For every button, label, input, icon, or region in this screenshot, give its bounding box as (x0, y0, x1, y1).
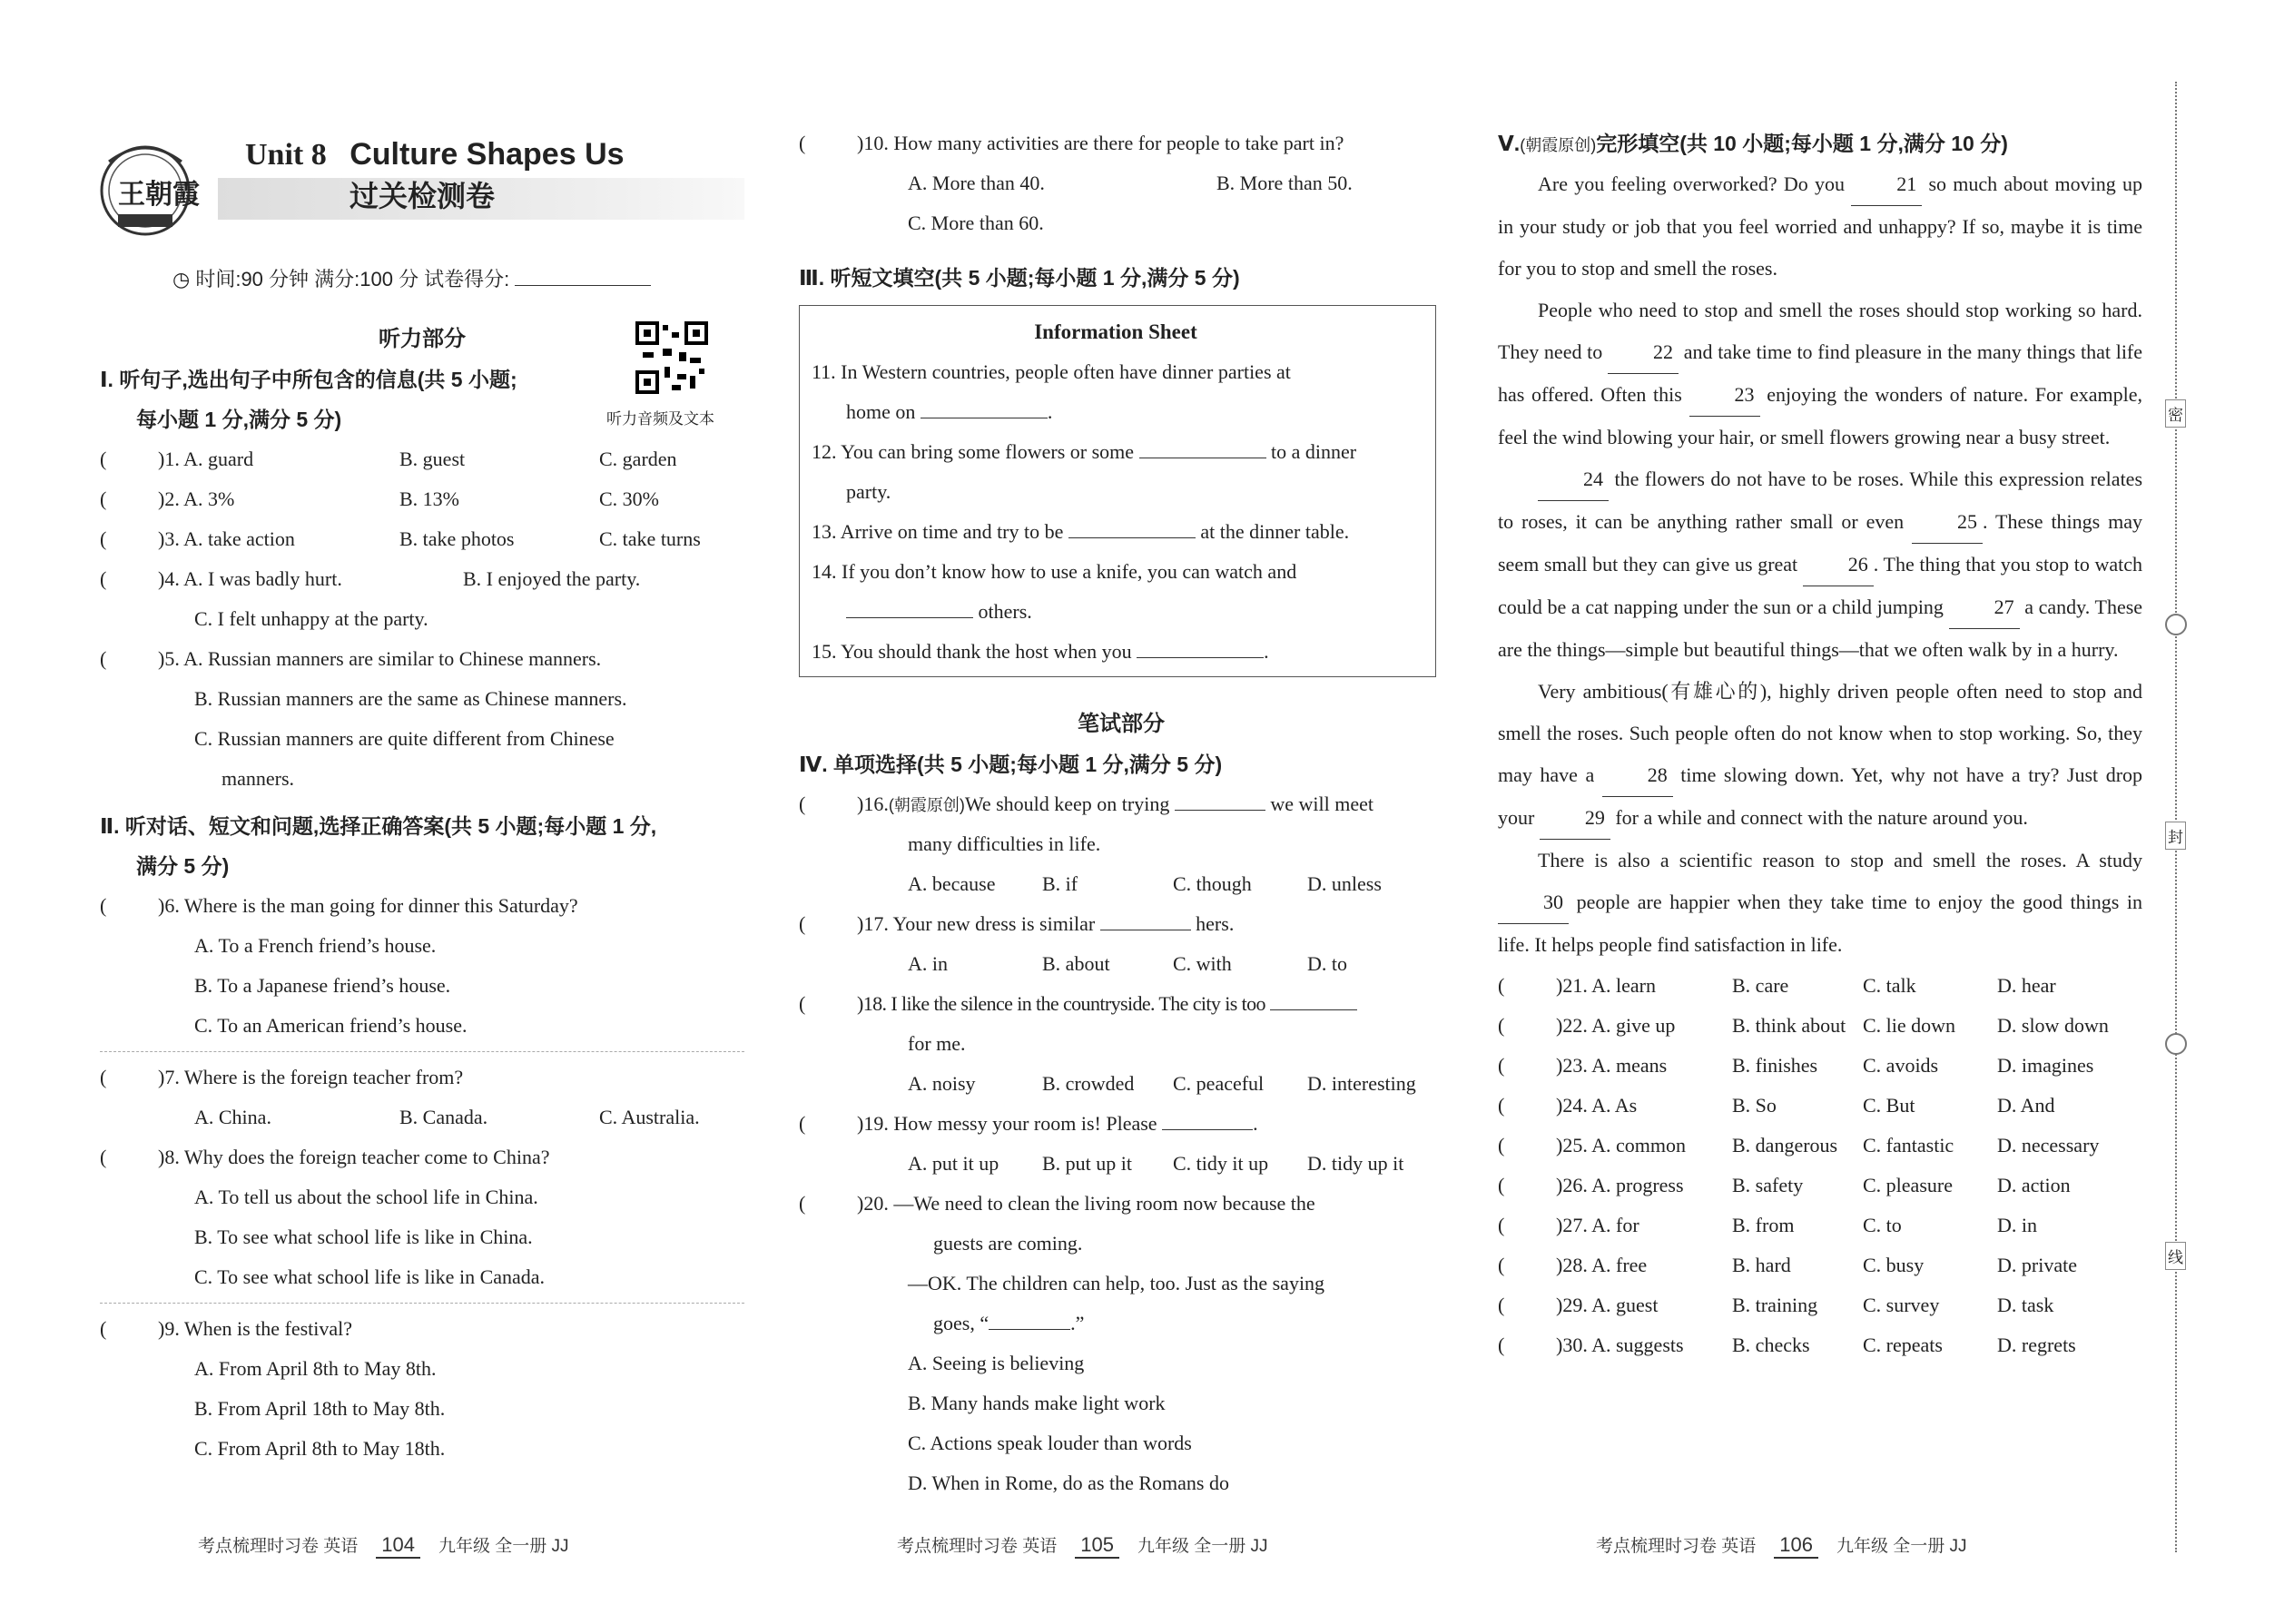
passage-text: . The thing that you stop to watch could be a cat napping under the sun or a child jumping (1498, 553, 2142, 618)
binding-mark-seal: 密 (2165, 399, 2186, 428)
option-a[interactable]: )27. A. for (1556, 1214, 1639, 1236)
option-c[interactable]: C. to (1863, 1214, 1902, 1236)
blank-19[interactable] (1162, 1104, 1253, 1130)
q19-stem-tail: . (1253, 1112, 1258, 1135)
q10-option-a[interactable]: A. More than 40. (908, 172, 1045, 194)
q10-option-c[interactable]: C. More than 60. (908, 212, 1044, 234)
option-b[interactable]: B. training (1732, 1294, 1818, 1316)
option-d[interactable]: D. regrets (1997, 1334, 2076, 1356)
option-c[interactable]: C. survey (1863, 1294, 1940, 1316)
q6-option-a[interactable]: A. To a French friend’s house. (194, 934, 437, 957)
q5-option-c[interactable]: C. Russian manners are quite different from Chinese (194, 727, 615, 750)
q16-option-b[interactable]: B. if (1042, 872, 1078, 895)
q19-option-d[interactable]: D. tidy up it (1307, 1152, 1404, 1175)
option-b[interactable]: B. checks (1732, 1334, 1810, 1356)
binding-line (2175, 82, 2177, 1552)
q10-option-b[interactable]: B. More than 50. (1216, 172, 1353, 194)
section4-title: Ⅳ. 单项选择(共 5 小题;每小题 1 分,满分 5 分) (799, 753, 1223, 776)
q17-option-d[interactable]: D. to (1307, 952, 1347, 975)
question-20[interactable]: ( )20. —We need to clean the living room now because the (799, 1184, 1443, 1224)
q16-stem-cont: many difficulties in life. (908, 832, 1101, 855)
option-c[interactable]: C. talk (1863, 974, 1916, 997)
q18-stem: )18. I like the silence in the countryside. The city is too (857, 992, 1265, 1015)
header-banner (100, 134, 744, 243)
q17-stem: )17. Your new dress is similar (857, 912, 1096, 935)
question-18[interactable]: ( )18. I like the silence in the countryside. The city is too (799, 984, 1443, 1024)
q1-option-a[interactable]: )1. A. guard (158, 448, 254, 470)
q2-option-c[interactable]: C. 30% (599, 487, 659, 510)
passage-text: Very ambitious(有雄心的), highly driven people often need to stop and smell the roses. Such people often do not know when to stop working. So, they may have a (1498, 680, 2142, 786)
option-a[interactable]: )21. A. learn (1556, 974, 1656, 997)
blank-22[interactable]: 22 (1608, 331, 1679, 374)
time-score-text: 时间:90 分钟 满分:100 分 试卷得分: (195, 268, 510, 290)
q20-option-c[interactable]: C. Actions speak louder than words (908, 1432, 1192, 1454)
passage-text: People who need to stop and smell the roses should stop working so hard. They need to (1498, 299, 2142, 363)
q16-number: )16. (857, 792, 889, 815)
q9-option-c[interactable]: C. From April 8th to May 18th. (194, 1437, 446, 1460)
option-a[interactable]: )25. A. common (1556, 1134, 1686, 1156)
q6-stem: )6. Where is the man going for dinner this Saturday? (158, 894, 578, 917)
question-19[interactable]: ( )19. How messy your room is! Please . (799, 1104, 1443, 1144)
option-c[interactable]: C. avoids (1863, 1054, 1939, 1077)
option-d[interactable]: D. task (1997, 1294, 2054, 1316)
q16-stem-tail: we will meet (1270, 792, 1373, 815)
q19-option-a[interactable]: A. put it up (908, 1152, 999, 1175)
blank-24[interactable]: 24 (1538, 458, 1609, 501)
unit-label: Unit 8 (245, 138, 327, 172)
passage-text: time slowing down. Yet, why not have a try? Just drop your (1498, 763, 2143, 829)
footer-book: 考点梳理时习卷 英语 (897, 1537, 1058, 1556)
cloze-option-row[interactable]: ( )28. A. free B. hard C. busy D. private (1498, 1245, 2142, 1285)
section3-title: Ⅲ. 听短文填空(共 5 小题;每小题 1 分,满分 5 分) (799, 266, 1240, 290)
question-16[interactable]: ( )16.(朝霞原创)We should keep on trying we will meet (799, 784, 1443, 824)
clock-icon: ◷ (172, 268, 191, 290)
cloze-passage (1498, 163, 2142, 966)
blank-14[interactable] (846, 592, 973, 618)
blank-13[interactable] (1068, 512, 1196, 538)
passage-text: Are you feeling overworked? Do you (1538, 172, 1845, 195)
q17-stem-tail: hers. (1196, 912, 1235, 935)
blank-27[interactable]: 27 (1949, 586, 2020, 629)
q20-reply: —OK. The children can help, too. Just as the saying (908, 1272, 1325, 1294)
question-9[interactable]: ( )9. When is the festival? (100, 1309, 744, 1349)
blank-28[interactable]: 28 (1602, 754, 1673, 797)
question-2[interactable]: ( )2. A. 3% B. 13% C. 30% (100, 479, 744, 519)
q9-option-a[interactable]: A. From April 8th to May 8th. (194, 1357, 437, 1380)
cloze-option-row[interactable]: ( )27. A. for B. from C. to D. in (1498, 1206, 2142, 1245)
q7-option-c[interactable]: C. Australia. (599, 1106, 700, 1128)
option-a[interactable]: )29. A. guest (1556, 1294, 1659, 1316)
q3-option-b[interactable]: B. take photos (399, 527, 515, 550)
section5-title-text: 完形填空(共 10 小题;每小题 1 分,满分 10 分) (1596, 132, 2008, 155)
cloze-option-row[interactable]: ( )24. A. As B. So C. But D. And (1498, 1086, 2142, 1126)
q16-stem: We should keep on trying (964, 792, 1170, 815)
passage-text: enjoying the wonders of nature. For example, feel the wind blowing your hair, or smell flowers growing near a busy street. (1498, 383, 2142, 448)
option-b[interactable]: B. So (1732, 1094, 1777, 1117)
page-number: 106 (1774, 1533, 1818, 1559)
question-10[interactable]: ( )10. How many activities are there for people to take part in? (799, 123, 1443, 163)
footer-page-105 (897, 1532, 1268, 1559)
option-c[interactable]: C. busy (1863, 1254, 1925, 1276)
option-d[interactable]: D. imagines (1997, 1054, 2094, 1077)
section5-prefix: Ⅴ. (1498, 132, 1521, 155)
divider (100, 1303, 744, 1304)
page-number: 105 (1075, 1533, 1119, 1559)
passage-text: for a while and connect with the nature around you. (1615, 806, 2028, 829)
option-b[interactable]: B. think about (1732, 1014, 1846, 1037)
test-subtitle: 过关检测卷 (350, 180, 496, 212)
option-a[interactable]: )30. A. suggests (1556, 1334, 1684, 1356)
time-score-line (172, 260, 651, 300)
q18-option-a[interactable]: A. noisy (908, 1072, 976, 1095)
q4-option-b[interactable]: B. I enjoyed the party. (463, 567, 641, 590)
q7-option-a[interactable]: A. China. (194, 1106, 271, 1128)
q20-reply-tail: .” (1070, 1312, 1085, 1334)
section1-title-a: Ⅰ. 听句子,选出句子中所包含的信息(共 5 小题; (100, 368, 517, 391)
option-b[interactable]: B. safety (1732, 1174, 1804, 1196)
cloze-option-row[interactable]: ( )30. A. suggests B. checks C. repeats D. regrets (1498, 1325, 2142, 1365)
q2-option-a[interactable]: )2. A. 3% (158, 487, 235, 510)
writing-part-title: 笔试部分 (1078, 712, 1165, 736)
q9-stem: )9. When is the festival? (158, 1317, 353, 1340)
divider (100, 1051, 744, 1052)
q8-option-c[interactable]: C. To see what school life is like in Canada. (194, 1265, 546, 1288)
info-item-11: 11. In Western countries, people often have dinner parties at (812, 360, 1291, 383)
q17-option-b[interactable]: B. about (1042, 952, 1110, 975)
option-b[interactable]: B. finishes (1732, 1054, 1818, 1077)
info-item-11-cont: home on (846, 400, 916, 423)
blank-16[interactable] (1175, 784, 1265, 811)
q1-option-c[interactable]: C. garden (599, 448, 677, 470)
question-7[interactable]: ( )7. Where is the foreign teacher from? (100, 1058, 744, 1097)
passage-text: so much about moving up in your study or job that you feel worried and unhappy? If so, maybe it is time for you to stop and smell the roses. (1498, 172, 2143, 280)
binding-mark-line: 线 (2165, 1242, 2186, 1270)
blank-12[interactable] (1139, 432, 1266, 458)
option-d[interactable]: D. action (1997, 1174, 2071, 1196)
section2-title-a: Ⅱ. 听对话、短文和问题,选择正确答案(共 5 小题;每小题 1 分, (100, 814, 657, 838)
footer-grade: 九年级 全一册 JJ (438, 1537, 569, 1556)
q8-option-b[interactable]: B. To see what school life is like in China. (194, 1225, 533, 1248)
q4-option-c[interactable]: C. I felt unhappy at the party. (194, 607, 428, 630)
cloze-option-row[interactable]: ( )23. A. means B. finishes C. avoids D. imagines (1498, 1046, 2142, 1086)
option-c[interactable]: C. repeats (1863, 1334, 1943, 1356)
q19-option-c[interactable]: C. tidy it up (1173, 1152, 1269, 1175)
q3-option-a[interactable]: )3. A. take action (158, 527, 295, 550)
question-3[interactable]: ( )3. A. take action B. take photos C. take turns (100, 519, 744, 559)
question-6[interactable]: ( )6. Where is the man going for dinner this Saturday? (100, 886, 744, 926)
unit-title-line (245, 134, 625, 175)
footer-grade: 九年级 全一册 JJ (1836, 1537, 1967, 1556)
page-number: 104 (376, 1533, 420, 1559)
blank-25[interactable]: 25 (1912, 501, 1983, 544)
q18-option-d[interactable]: D. interesting (1307, 1072, 1416, 1095)
passage-text: There is also a scientific reason to stop and smell the roses. A study (1538, 849, 2142, 871)
option-d[interactable]: D. hear (1997, 974, 2056, 997)
q20-option-a[interactable]: A. Seeing is believing (908, 1352, 1085, 1374)
option-a[interactable]: )26. A. progress (1556, 1174, 1684, 1196)
passage-text: and take time to find pleasure in the many things that life has offered. Often this (1498, 340, 2143, 406)
section5-tag: (朝霞原创) (1520, 136, 1597, 154)
q18-option-b[interactable]: B. crowded (1042, 1072, 1135, 1095)
passage-text: people are happier when they take time to enjoy the good things in life. It helps people find satisfaction in life. (1498, 891, 2142, 956)
option-d[interactable]: D. in (1997, 1214, 2037, 1236)
binding-ornament (2165, 1033, 2187, 1055)
option-c[interactable]: C. But (1863, 1094, 1915, 1117)
q20-option-b[interactable]: B. Many hands make light work (908, 1392, 1166, 1414)
cloze-options (1498, 966, 2142, 1365)
listening-part-title: 听力部分 (379, 327, 466, 351)
option-d[interactable]: D. necessary (1997, 1134, 2100, 1156)
q16-option-a[interactable]: A. because (908, 872, 996, 895)
blank-11[interactable] (921, 392, 1048, 418)
info-item-14: 14. If you don’t know how to use a knife, you can watch and (812, 560, 1297, 583)
info-item-12-tail: to a dinner (1271, 440, 1357, 463)
cloze-option-row[interactable]: ( )22. A. give up B. think about C. lie down D. slow down (1498, 1006, 2142, 1046)
q1-option-b[interactable]: B. guest (399, 448, 466, 470)
q20-reply-cont: goes, “ (933, 1312, 989, 1334)
q16-option-c[interactable]: C. though (1173, 872, 1252, 895)
q17-option-a[interactable]: A. in (908, 952, 948, 975)
blank-17[interactable] (1100, 904, 1191, 930)
cloze-option-row[interactable]: ( )26. A. progress B. safety C. pleasure D. action (1498, 1166, 2142, 1206)
passage-text: . These things may seem small but they can give us great (1498, 510, 2142, 576)
q5-option-a[interactable]: )5. A. Russian manners are similar to Chinese manners. (158, 647, 602, 670)
q6-option-c[interactable]: C. To an American friend’s house. (194, 1014, 468, 1037)
question-5[interactable]: ( )5. A. Russian manners are similar to Chinese manners. (100, 639, 744, 679)
info-item-15: 15. You should thank the host when you (812, 640, 1132, 663)
q18-option-c[interactable]: C. peaceful (1173, 1072, 1265, 1095)
blank-18[interactable] (1270, 984, 1357, 1010)
info-item-13: 13. Arrive on time and try to be (812, 520, 1064, 543)
cloze-option-row[interactable]: ( )21. A. learn B. care C. talk D. hear (1498, 966, 2142, 1006)
blank-29[interactable]: 29 (1540, 797, 1610, 840)
option-d[interactable]: D. And (1997, 1094, 2055, 1117)
q6-option-b[interactable]: B. To a Japanese friend’s house. (194, 974, 451, 997)
section2-title-b: 满分 5 分) (136, 854, 230, 878)
q20-stem-cont: guests are coming. (933, 1232, 1083, 1255)
binding-mark-close: 封 (2165, 822, 2186, 850)
q4-option-a[interactable]: )4. A. I was badly hurt. (158, 567, 342, 590)
option-b[interactable]: B. hard (1732, 1254, 1791, 1276)
option-d[interactable]: D. slow down (1997, 1014, 2109, 1037)
q8-stem: )8. Why does the foreign teacher come to China? (158, 1146, 550, 1168)
info-item-14-cont: others. (978, 600, 1032, 623)
cloze-option-row[interactable]: ( )25. A. common B. dangerous C. fantastic D. necessary (1498, 1126, 2142, 1166)
option-a[interactable]: )24. A. As (1556, 1094, 1638, 1117)
q17-option-c[interactable]: C. with (1173, 952, 1232, 975)
section5-title (1498, 123, 2142, 163)
q7-stem: )7. Where is the foreign teacher from? (158, 1066, 464, 1088)
option-a[interactable]: )22. A. give up (1556, 1014, 1676, 1037)
q10-stem: )10. How many activities are there for people to take part in? (857, 132, 1344, 154)
question-17[interactable]: ( )17. Your new dress is similar hers. (799, 904, 1443, 944)
question-4[interactable]: ( )4. A. I was badly hurt. B. I enjoyed the party. (100, 559, 744, 599)
q9-option-b[interactable]: B. From April 18th to May 8th. (194, 1397, 446, 1420)
score-blank[interactable] (515, 260, 651, 286)
option-d[interactable]: D. private (1997, 1254, 2077, 1276)
footer-book: 考点梳理时习卷 英语 (1596, 1537, 1757, 1556)
option-a[interactable]: )23. A. means (1556, 1054, 1668, 1077)
footer-grade: 九年级 全一册 JJ (1137, 1537, 1268, 1556)
option-b[interactable]: B. care (1732, 974, 1789, 997)
info-item-13-tail: at the dinner table. (1200, 520, 1350, 543)
passage-text: a candy. These are the things—simple but beautiful things—that we often walk by in a hurry. (1498, 595, 2143, 661)
blank-26[interactable]: 26 (1803, 544, 1874, 586)
info-sheet-title: Information Sheet (1034, 320, 1197, 343)
option-c[interactable]: C. pleasure (1863, 1174, 1953, 1196)
footer-page-104 (198, 1532, 569, 1559)
binding-ornament (2165, 614, 2187, 635)
q5-option-c-cont: manners. (222, 767, 295, 790)
blank-20[interactable] (989, 1304, 1070, 1330)
q16-tag: (朝霞原创) (888, 796, 965, 814)
q2-option-b[interactable]: B. 13% (399, 487, 459, 510)
q19-option-b[interactable]: B. put up it (1042, 1152, 1133, 1175)
cloze-option-row[interactable]: ( )29. A. guest B. training C. survey D. task (1498, 1285, 2142, 1325)
blank-15[interactable] (1137, 632, 1264, 658)
q5-option-b[interactable]: B. Russian manners are the same as Chinese manners. (194, 687, 627, 710)
unit-title: Culture Shapes Us (350, 137, 625, 172)
q16-option-d[interactable]: D. unless (1307, 872, 1382, 895)
option-c[interactable]: C. lie down (1863, 1014, 1956, 1037)
q7-option-b[interactable]: B. Canada. (399, 1106, 488, 1128)
q18-stem-cont: for me. (908, 1032, 966, 1055)
option-b[interactable]: B. from (1732, 1214, 1795, 1236)
listening-section (100, 320, 744, 1469)
option-a[interactable]: )28. A. free (1556, 1254, 1648, 1276)
option-b[interactable]: B. dangerous (1732, 1134, 1838, 1156)
logo-text: 王朝霞 (118, 180, 200, 210)
q4-option-c-row[interactable] (100, 599, 744, 639)
section1-title-b: 每小题 1 分,满分 5 分) (136, 408, 342, 431)
footer-book: 考点梳理时习卷 英语 (198, 1537, 359, 1556)
info-item-12: 12. You can bring some flowers or some (812, 440, 1135, 463)
q3-option-c[interactable]: C. take turns (599, 527, 701, 550)
q19-stem: )19. How messy your room is! Please (857, 1112, 1157, 1135)
q20-stem: )20. —We need to clean the living room now because the (857, 1192, 1315, 1215)
info-item-12-cont: party. (846, 480, 891, 503)
footer-page-106 (1596, 1532, 1967, 1559)
blank-21[interactable]: 21 (1851, 163, 1922, 206)
q8-option-a[interactable]: A. To tell us about the school life in China. (194, 1186, 538, 1208)
qr-caption: 听力音频及文本 (606, 410, 714, 428)
q20-option-d[interactable]: D. When in Rome, do as the Romans do (908, 1471, 1229, 1494)
passage-text: the flowers do not have to be roses. While this expression relates to roses, it can be anything rather small or even (1498, 468, 2143, 533)
question-1[interactable]: ( )1. A. guard B. guest C. garden (100, 439, 744, 479)
option-c[interactable]: C. fantastic (1863, 1134, 1954, 1156)
blank-23[interactable]: 23 (1689, 374, 1760, 417)
question-8[interactable]: ( )8. Why does the foreign teacher come to China? (100, 1137, 744, 1177)
blank-30[interactable]: 30 (1498, 881, 1569, 924)
